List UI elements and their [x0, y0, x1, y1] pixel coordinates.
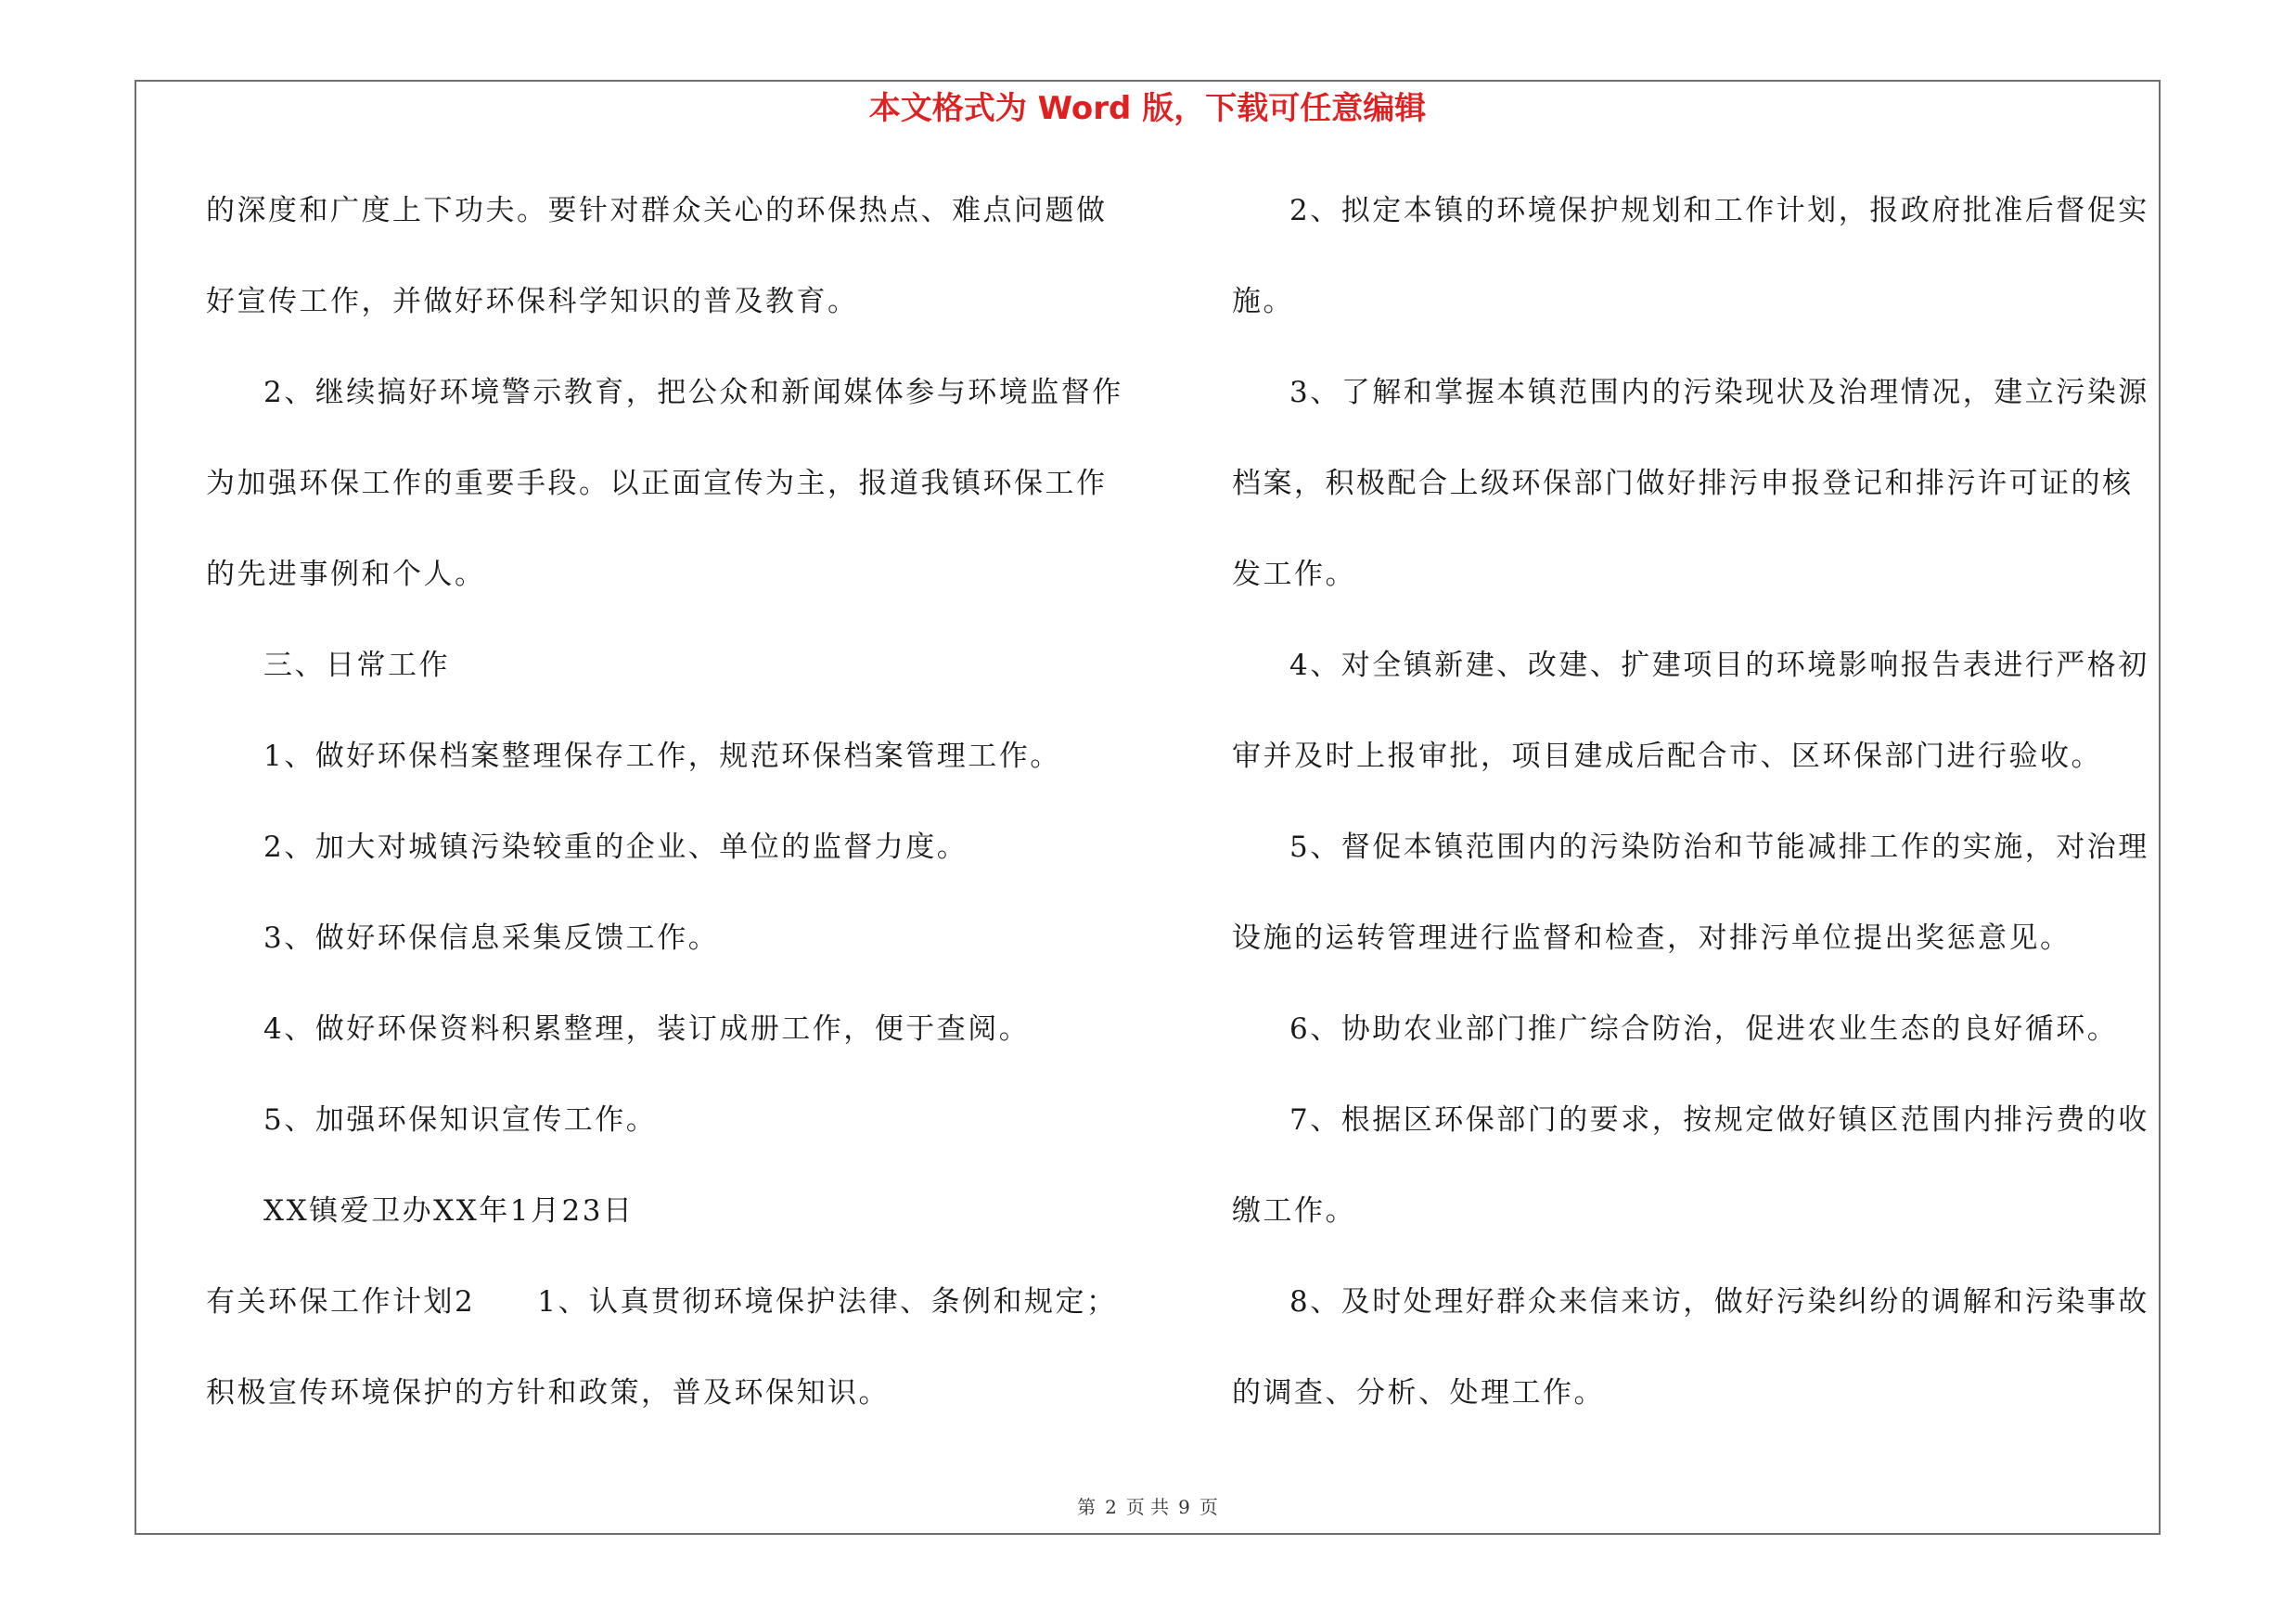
paragraph: 2、继续搞好环境警示教育，把公众和新闻媒体参与环境监督作为加强环保工作的重要手段。以正面宣传为主，报道我镇环保工作的先进事例和个人。 [206, 376, 1123, 591]
word-format-banner: 本文格式为 Word 版，下载可任意编辑 [868, 90, 1427, 127]
current-page: 2 [1105, 1496, 1117, 1518]
paragraph: 的深度和广度上下功夫。要针对群众关心的环保热点、难点问题做好宣传工作，并做好环保科学知识的普及教育。 [206, 194, 1108, 318]
paragraph: 2、拟定本镇的环境保护规划和工作计划，报政府批准后督促实施。 [1232, 194, 2149, 318]
paragraph: 3、了解和掌握本镇范围内的污染现状及治理情况，建立污染源档案，积极配合上级环保部门做好排污申报登记和排污许可证的核发工作。 [1232, 376, 2149, 591]
paragraph: 4、对全镇新建、改建、扩建项目的环境影响报告表进行严格初审并及时上报审批，项目建成后配合市、区环保部门进行验收。 [1232, 649, 2149, 773]
total-pages: 9 [1178, 1496, 1190, 1518]
left-column [206, 165, 1134, 1438]
page-number [135, 1492, 2161, 1519]
page-mid: 页 共 [1125, 1496, 1170, 1518]
paragraph: 5、加强环保知识宣传工作。 [263, 1103, 658, 1137]
paragraph: 7、根据区环保部门的要求，按规定做好镇区范围内排污费的收缴工作。 [1232, 1103, 2149, 1228]
paragraph: 6、协助农业部门推广综合防治，促进农业生态的良好循环。 [1289, 1012, 2119, 1046]
page-prefix: 第 [1077, 1496, 1097, 1518]
right-column [1232, 165, 2152, 1438]
section-heading: 三、日常工作 [263, 649, 450, 682]
paragraph: 2、加大对城镇污染较重的企业、单位的监督力度。 [263, 831, 968, 864]
signature-date: XX镇爱卫办XX年1月23日 [263, 1194, 635, 1228]
paragraph: 5、督促本镇范围内的污染防治和节能减排工作的实施，对治理设施的运转管理进行监督和检查，对排污单位提出奖惩意见。 [1232, 831, 2149, 955]
paragraph: 4、做好环保资料积累整理，装订成册工作，便于查阅。 [263, 1012, 1031, 1046]
paragraph: 8、及时处理好群众来信来访，做好污染纠纷的调解和污染事故的调查、分析、处理工作。 [1232, 1285, 2149, 1410]
paragraph: 有关环保工作计划2 1、认真贯彻环境保护法律、条例和规定；积极宣传环境保护的方针和政策，普及环保知识。 [206, 1285, 1118, 1410]
paragraph: 3、做好环保信息采集反馈工作。 [263, 921, 720, 955]
page-suffix: 页 [1199, 1496, 1218, 1518]
paragraph: 1、做好环保档案整理保存工作，规范环保档案管理工作。 [263, 740, 1061, 773]
